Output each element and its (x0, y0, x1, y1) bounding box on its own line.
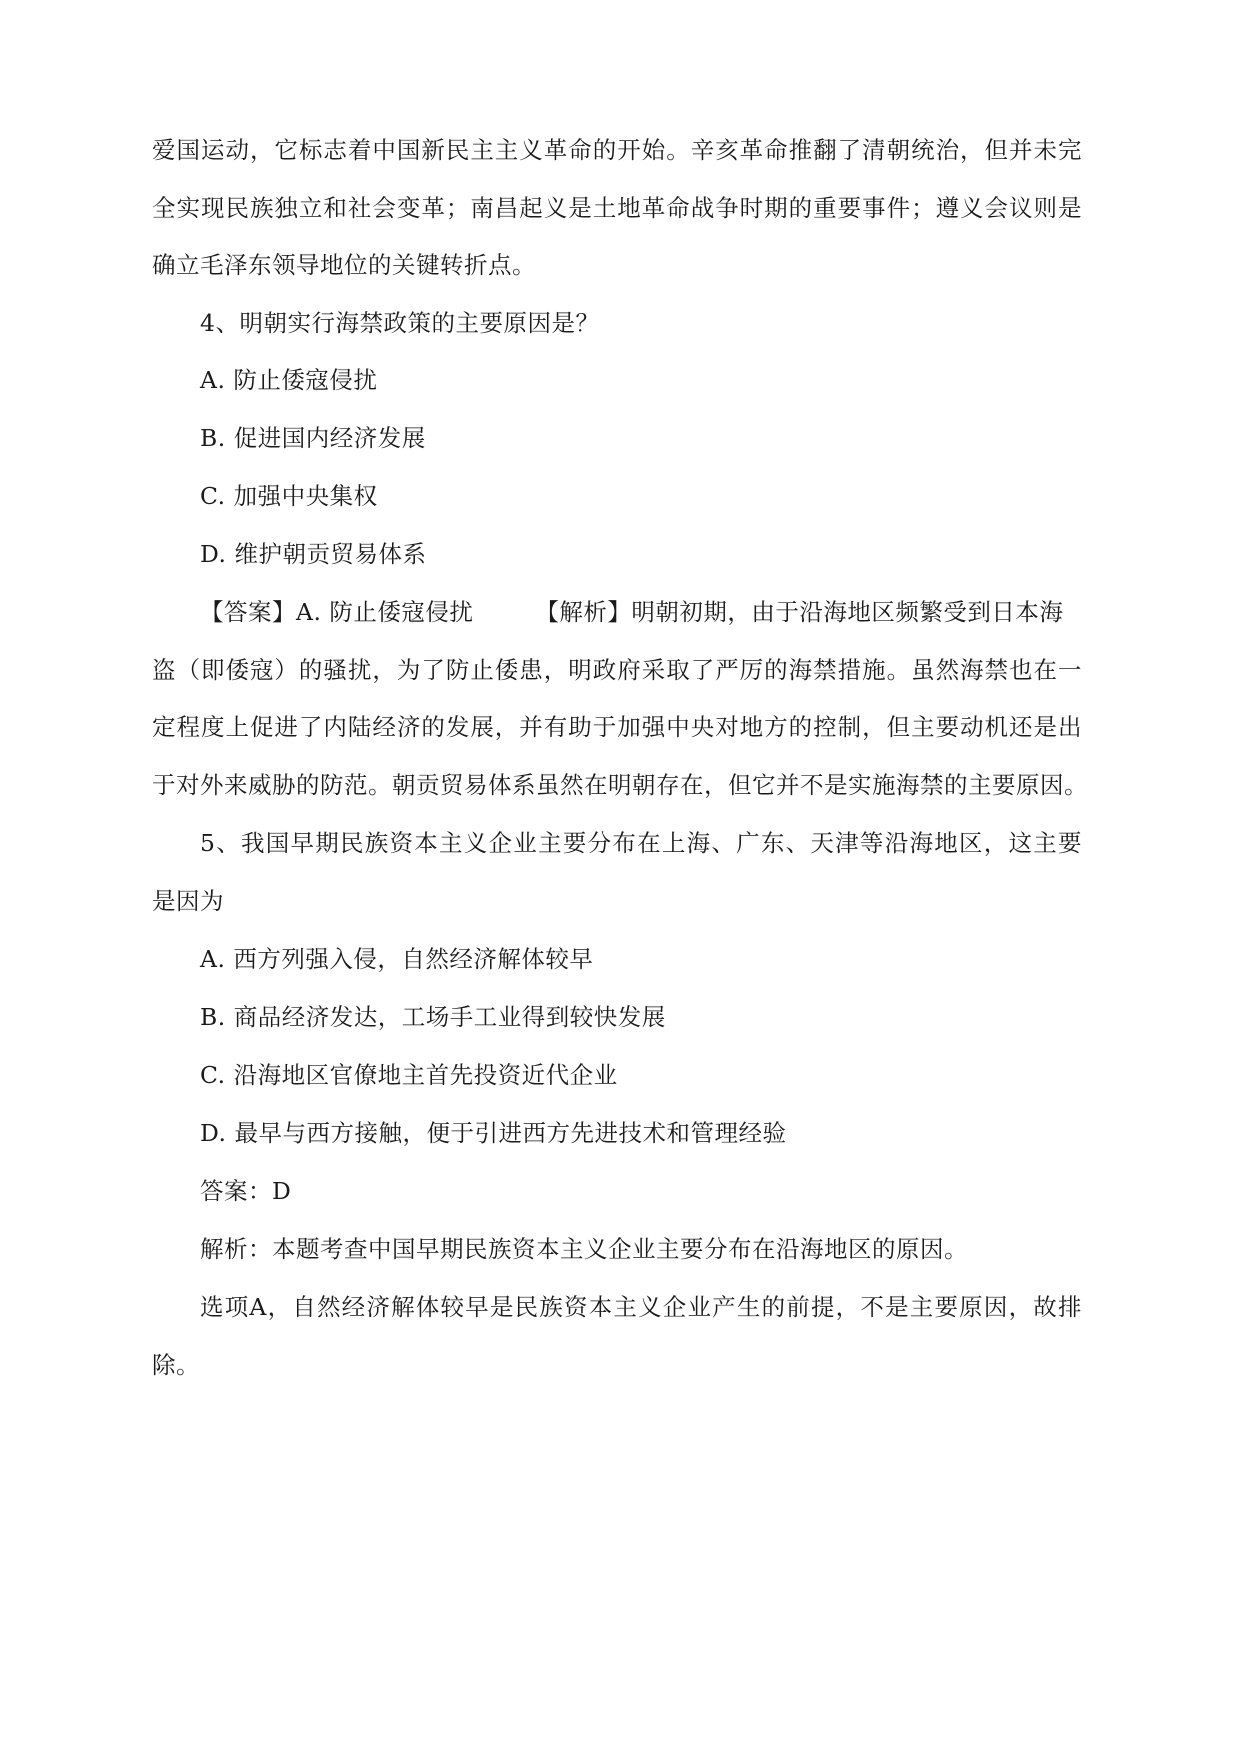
q5-option-a: A. 西方列强入侵，自然经济解体较早 (200, 945, 594, 973)
q5-option-a-analysis: 选项A，自然经济解体较早是民族资本主义企业产生的前提，不是主要原因，故排 (200, 1293, 1082, 1321)
q4-option-d: D. 维护朝贡贸易体系 (200, 540, 427, 568)
q5-answer: 答案：D (200, 1177, 292, 1205)
paragraph-line: 爱国运动，它标志着中国新民主主义革命的开始。辛亥革命推翻了清朝统治，但并未完 (152, 136, 1082, 164)
q4-answer: 【答案】A. 防止倭寇侵扰 (200, 598, 474, 626)
q5-option-d: D. 最早与西方接触，便于引进西方先进技术和管理经验 (200, 1119, 787, 1147)
q4-option-a: A. 防止倭寇侵扰 (200, 366, 378, 394)
q5-option-a-analysis-cont: 除。 (152, 1351, 200, 1379)
q4-analysis-line: 盗（即倭寇）的骚扰，为了防止倭患，明政府采取了严厉的海禁措施。虽然海禁也在一 (152, 656, 1082, 684)
q4-option-b: B. 促进国内经济发展 (200, 424, 426, 452)
question-4-text: 4、明朝实行海禁政策的主要原因是？ (200, 309, 600, 337)
question-5-text: 5、我国早期民族资本主义企业主要分布在上海、广东、天津等沿海地区，这主要 (200, 829, 1082, 857)
q5-option-c: C. 沿海地区官僚地主首先投资近代企业 (200, 1061, 618, 1089)
question-5-text-cont: 是因为 (152, 887, 224, 915)
q4-analysis-lead: 【解析】明朝初期，由于沿海地区频繁受到日本海 (535, 598, 1064, 626)
q5-option-b: B. 商品经济发达，工场手工业得到较快发展 (200, 1003, 666, 1031)
paragraph-line: 全实现民族独立和社会变革；南昌起义是土地革命战争时期的重要事件；遵义会议则是 (152, 194, 1082, 222)
q5-analysis: 解析：本题考查中国早期民族资本主义企业主要分布在沿海地区的原因。 (200, 1235, 968, 1263)
q4-option-c: C. 加强中央集权 (200, 482, 378, 510)
q4-analysis-line: 于对外来威胁的防范。朝贡贸易体系虽然在明朝存在，但它并不是实施海禁的主要原因。 (152, 771, 1088, 799)
q4-answer-line (200, 597, 1063, 627)
q4-analysis-line: 定程度上促进了内陆经济的发展，并有助于加强中央对地方的控制，但主要动机还是出 (152, 713, 1082, 741)
paragraph-line: 确立毛泽东领导地位的关键转折点。 (152, 251, 536, 279)
